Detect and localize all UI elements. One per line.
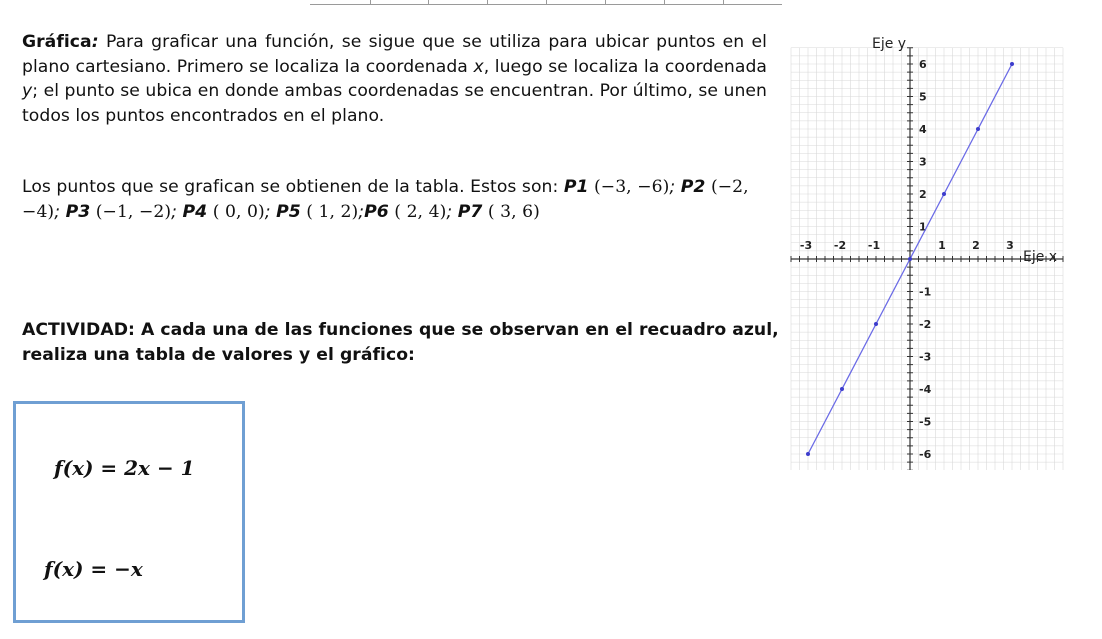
point-sep: ; <box>669 177 681 197</box>
point-sep: ; <box>264 201 277 222</box>
functions-box <box>13 401 245 623</box>
point-item <box>66 202 183 222</box>
point-label: P6 <box>364 201 389 222</box>
point-coords: (−3, −6) <box>593 177 670 197</box>
point-coords: ( 0, 0) <box>212 201 265 222</box>
y-tick-label: 1 <box>919 220 927 234</box>
y-tick-label: -2 <box>919 318 932 331</box>
var-y: y <box>22 81 33 101</box>
point-coords: ( 2, 4) <box>394 201 447 222</box>
data-point <box>874 322 878 326</box>
function-2: f(x) = −x <box>44 557 143 581</box>
point-label: P2 <box>680 177 706 197</box>
var-x: x <box>473 56 484 77</box>
data-point <box>908 257 912 261</box>
y-tick-label: -5 <box>919 415 932 429</box>
y-axis-title: Eje y <box>872 35 907 52</box>
y-tick-label: -4 <box>919 383 932 396</box>
point-item <box>276 202 364 222</box>
point-item <box>183 202 277 222</box>
x-axis-title: Eje x <box>1023 249 1058 265</box>
point-label: P7 <box>457 201 483 222</box>
points-intro: Los puntos que se grafican se obtienen de la tabla. Estos son: <box>22 177 564 197</box>
y-tick-label: -1 <box>919 285 932 299</box>
x-tick-label: -3 <box>799 239 813 252</box>
title-colon: : <box>91 32 99 52</box>
x-tick-label: -2 <box>833 239 847 252</box>
data-point <box>1010 62 1014 66</box>
y-tick-label: -6 <box>919 448 932 461</box>
intro-text-3: ; el punto se ubica en donde ambas coordenadas se encuentran. Por último, se unen todos los puntos encontrados en el plano. <box>22 81 767 126</box>
point-item <box>458 202 540 222</box>
point-sep: ; <box>171 201 183 222</box>
data-point <box>976 127 980 131</box>
y-tick-label: 2 <box>919 188 927 201</box>
point-coords: ( 3, 6) <box>487 201 540 222</box>
x-tick-label: 1 <box>938 239 946 252</box>
y-tick-label: 3 <box>919 155 927 169</box>
data-point <box>806 452 810 456</box>
point-item <box>564 177 681 197</box>
point-label: P3 <box>65 201 91 222</box>
point-label: P4 <box>182 201 208 222</box>
point-label: P5 <box>276 201 301 222</box>
point-label: P1 <box>563 177 589 197</box>
data-point <box>942 192 946 196</box>
data-point <box>840 387 844 391</box>
point-coords: (−2, −4) <box>22 177 749 222</box>
point-sep: ; <box>358 201 365 222</box>
x-tick-label: 3 <box>1006 239 1014 252</box>
x-tick-label: 2 <box>972 239 980 252</box>
point-item <box>364 202 458 222</box>
points-paragraph <box>22 175 782 224</box>
cartesian-graph <box>770 30 1090 470</box>
graph-title: Gráfica <box>22 32 92 52</box>
y-tick-label: 6 <box>919 58 927 71</box>
point-coords: ( 1, 2) <box>306 201 359 222</box>
intro-text-2: , luego se localiza la coordenada <box>483 56 767 77</box>
y-tick-label: 5 <box>919 90 927 104</box>
x-tick-label: -1 <box>867 239 881 252</box>
y-tick-label: -3 <box>919 350 932 364</box>
intro-text: Para graficar una función, se sigue que se utiliza para ubicar puntos en el plano cartesiano. Primero se localiza la coordenada <box>22 32 767 77</box>
point-sep: ; <box>446 201 458 222</box>
function-1: f(x) = 2x − 1 <box>54 456 195 480</box>
intro-paragraph <box>22 30 767 128</box>
y-tick-label: 4 <box>919 123 927 136</box>
header-ruler <box>310 0 782 5</box>
point-coords: (−1, −2) <box>95 201 172 222</box>
activity-instructions: ACTIVIDAD: A cada una de las funciones que se observan en el recuadro azul, realiza una tabla de valores y el gráfico: <box>22 320 779 365</box>
point-sep: ; <box>54 201 66 222</box>
